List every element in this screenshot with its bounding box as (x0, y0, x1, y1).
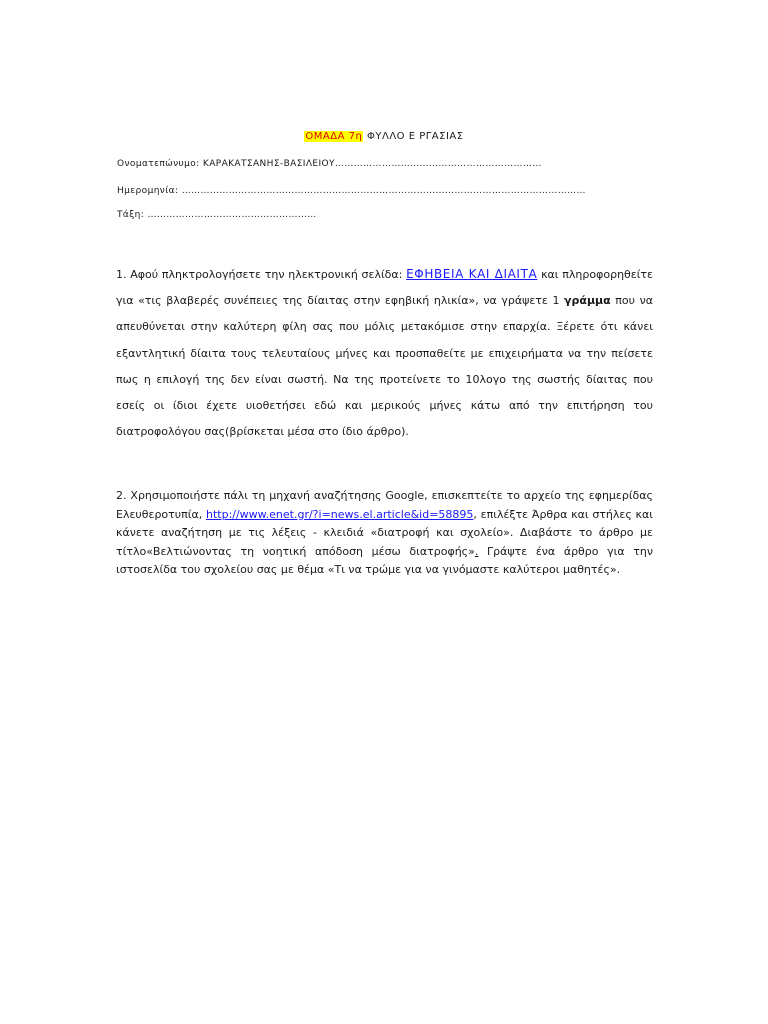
task-2-text-a: Χρησιμοποιήστε πάλι τη μηχανή αναζήτησης Google, επισκεπτείτε το αρχείο της εφημερίδας Ελευθεροτυπία, (116, 489, 653, 521)
class-field (117, 210, 317, 220)
sheet-title: ΦΥΛΛΟ Ε ΡΓΑΣΙΑΣ (367, 131, 464, 142)
enet-article-link[interactable]: http://www.enet.gr/?i=news.el.article&id=58895 (205, 507, 474, 521)
date-label: Ημερομηνία: (117, 186, 179, 196)
task-2-text-c: Γράψτε ένα άρθρο για την ιστοσελίδα του σχολείου σας με θέμα «Τι να τρώμε για να γινόμαστε καλύτεροι μαθητές». (116, 544, 653, 577)
worksheet-title (0, 131, 768, 142)
name-field (117, 159, 542, 169)
task-1-number: 1. (116, 268, 127, 281)
task-2-underlined-dot: . (474, 544, 479, 558)
task-2-text-b: , επιλέξτε Άρθρα και στήλες και κάνετε αναζήτηση με τις λέξεις - κλειδιά «διατροφή και σχολείο». Διαβάστε το άρθρο με τίτλο«Βελτιώνοντας τη νοητική απόδοση μέσω διατροφής» (116, 507, 653, 558)
date-field (117, 186, 586, 196)
name-dots: ………………………………………………………… (334, 159, 542, 169)
name-value: ΚΑΡΑΚΑΤΣΑΝΗΣ-ΒΑΣΙΛΕΙΟΥ (202, 159, 335, 169)
group-label: ΟΜΑΔΑ 7η (305, 131, 363, 142)
task-1-paragraph (116, 261, 653, 445)
task-1-text-b: που να απευθύνεται στην καλύτερη φίλη σας που μόλις μετακόμισε στην επαρχία. Ξέρετε ότι κάνει εξαντλητική δίαιτα τους τελευταίους μήνες και προσπαθείτε με επιχειρήματα να την πείσετε πως η επιλογή της δεν είναι σωστή. Να της προτείνετε το 10λογο της σωστής δίαιτας που εσείς οι ίδιοι έχετε υιοθετήσει εδώ και μερικούς μήνες κάτω από την επιτήρηση του διατροφολόγου σας(βρίσκεται μέσα στο ίδιο άρθρο). (116, 294, 653, 439)
class-dots: ……………………………………………… (147, 210, 317, 220)
task-1-text-a: και πληροφορηθείτε για «τις βλαβερές συνέπειες της δίαιτας στην εφηβική ηλικία», να γράψετε 1 (116, 268, 654, 308)
date-dots: ………………………………………………………………………………………………………………… (181, 186, 586, 196)
task-2-paragraph (116, 487, 653, 580)
ephebeia-diaita-link[interactable]: ΕΦΗΒΕΙΑ ΚΑΙ ΔΙΑΙΤΑ (406, 267, 538, 281)
task-2-number: 2. (116, 489, 127, 502)
task-1-intro: Αφού πληκτρολογήσετε την ηλεκτρονική σελίδα: (130, 268, 403, 281)
task-1-bold-word: γράμμα (564, 294, 611, 308)
class-label: Τάξη: (117, 210, 145, 220)
name-label: Ονοματεπώνυμο: (117, 159, 200, 169)
